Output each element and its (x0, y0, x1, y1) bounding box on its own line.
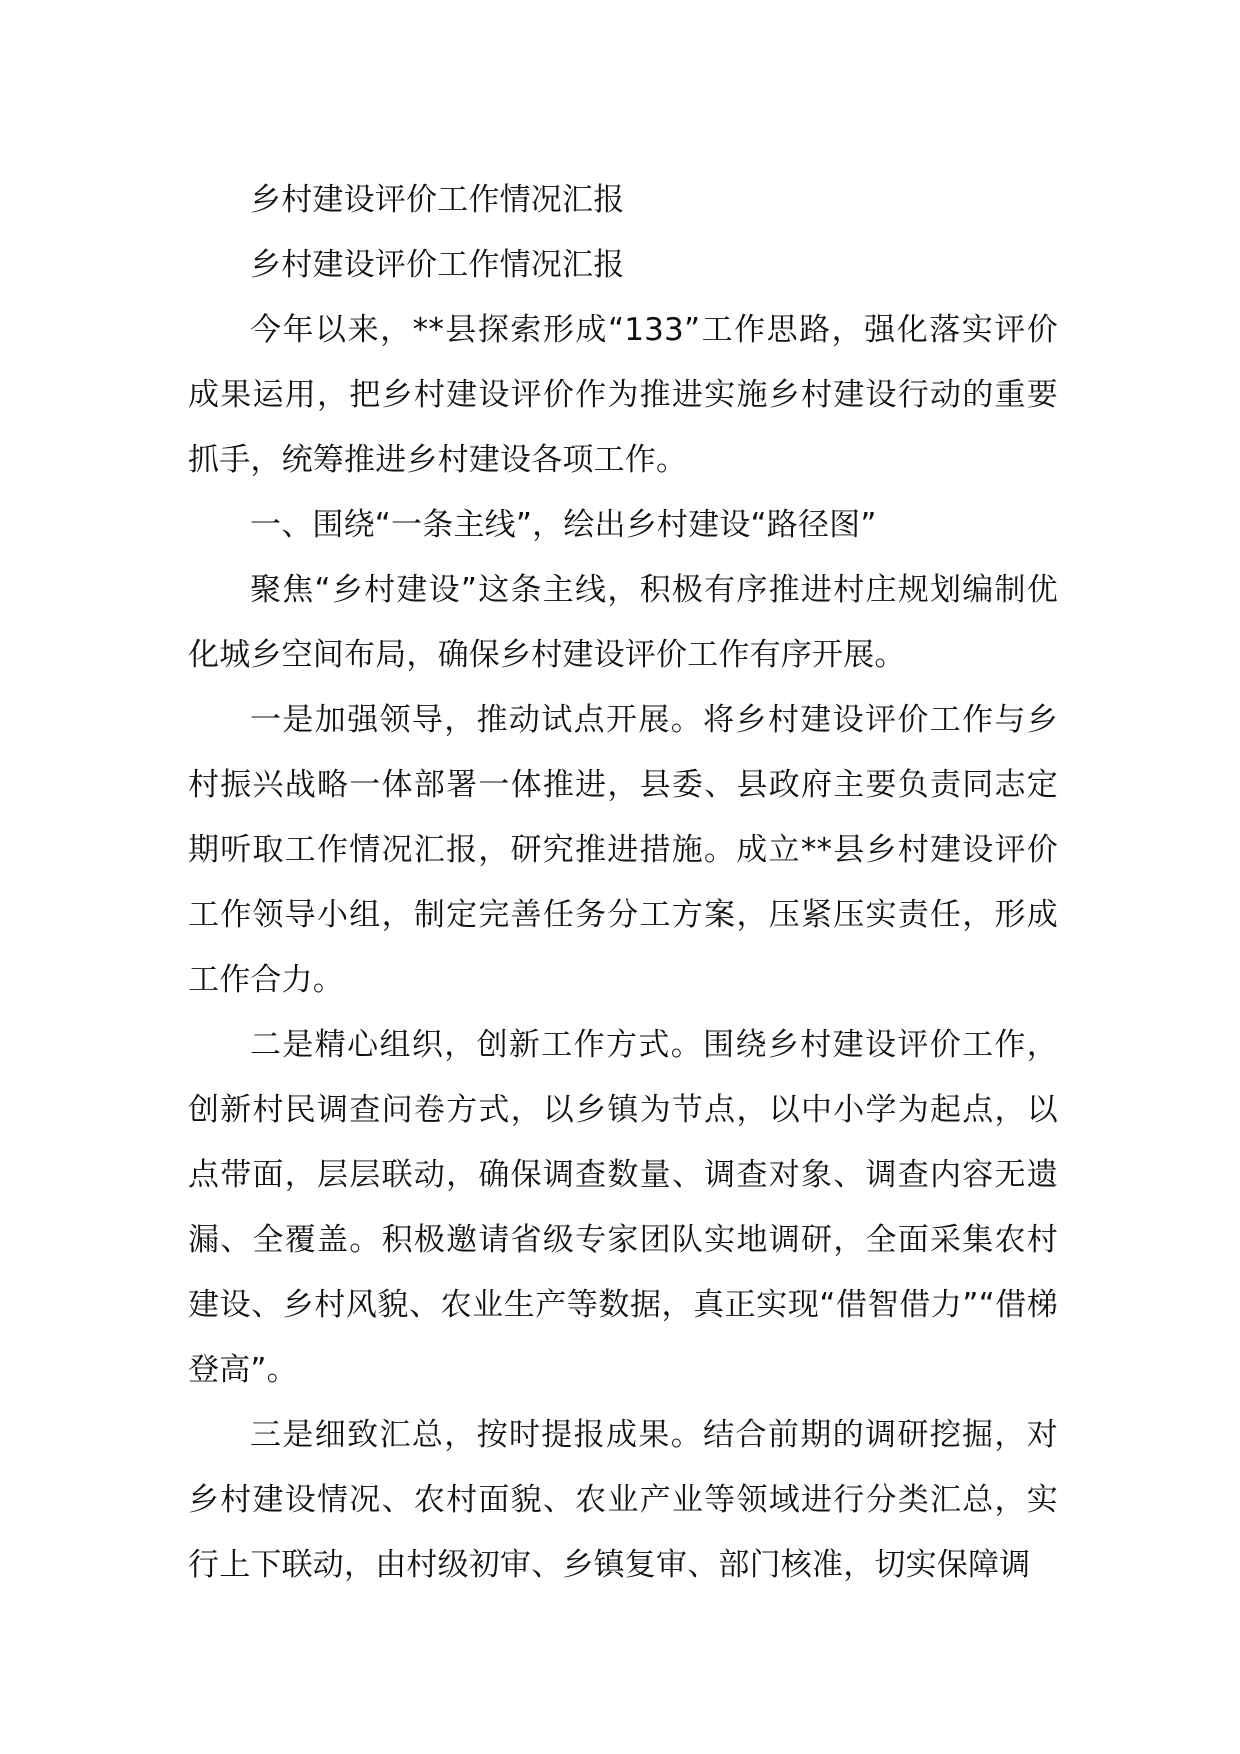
document-body (188, 168, 1058, 1598)
paragraph-point-3: 三是细致汇总，按时提报成果。结合前期的调研挖掘，对乡村建设情况、农村面貌、农业产业等领域进行分类汇总，实行上下联动，由村级初审、乡镇复审、部门核准，切实保障调 (188, 1417, 1058, 1583)
paragraph-point-2: 二是精心组织，创新工作方式。围绕乡村建设评价工作，创新村民调查问卷方式，以乡镇为节点，以中小学为起点，以点带面，层层联动，确保调查数量、调查对象、调查内容无遗漏、全覆盖。积极邀请省级专家团队实地调研，全面采集农村建设、乡村风貌、农业生产等数据，真正实现“借智借力”“借梯登高”。 (188, 1027, 1058, 1388)
section-heading-1: 一、围绕“一条主线”，绘出乡村建设“路径图” (250, 507, 877, 543)
document-title: 乡村建设评价工作情况汇报 (250, 182, 625, 218)
document-subtitle: 乡村建设评价工作情况汇报 (250, 247, 625, 283)
paragraph-intro: 今年以来，**县探索形成“133”工作思路，强化落实评价成果运用，把乡村建设评价作为推进实施乡村建设行动的重要抓手，统筹推进乡村建设各项工作。 (188, 312, 1058, 478)
paragraph-point-1: 一是加强领导，推动试点开展。将乡村建设评价工作与乡村振兴战略一体部署一体推进，县委、县政府主要负责同志定期听取工作情况汇报，研究推进措施。成立**县乡村建设评价工作领导小组，制定完善任务分工方案，压紧压实责任，形成工作合力。 (188, 702, 1058, 998)
paragraph-section-1: 聚焦“乡村建设”这条主线，积极有序推进村庄规划编制优化城乡空间布局，确保乡村建设评价工作有序开展。 (188, 572, 1058, 673)
